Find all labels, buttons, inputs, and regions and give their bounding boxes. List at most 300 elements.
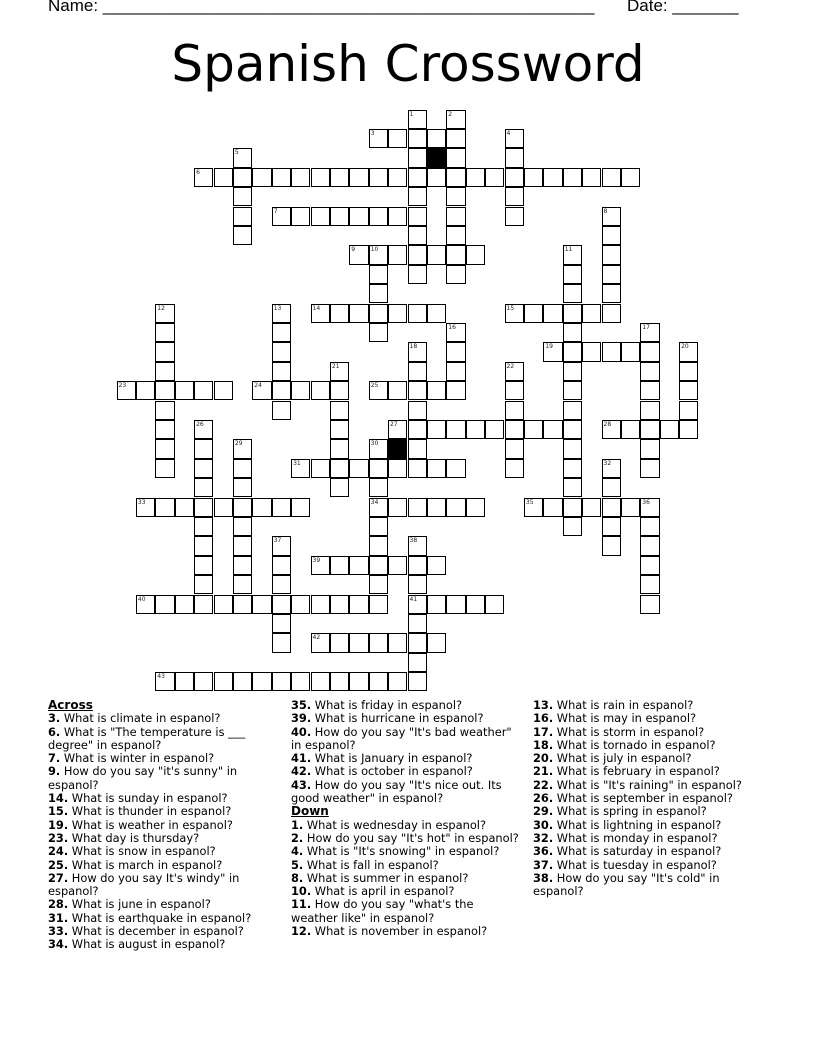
grid-cell[interactable] [155,304,174,323]
grid-cell[interactable] [349,304,368,323]
grid-cell[interactable] [602,459,621,478]
grid-cell[interactable] [194,672,213,691]
grid-cell[interactable] [311,168,330,187]
grid-cell[interactable] [194,556,213,575]
grid-cell[interactable] [117,381,136,400]
grid-cell[interactable] [466,498,485,517]
grid-cell[interactable] [427,633,446,652]
grid-cell[interactable] [369,245,388,264]
grid-cell[interactable] [563,420,582,439]
grid-cell[interactable] [252,381,271,400]
grid-cell[interactable] [291,595,310,614]
grid-cell[interactable] [155,459,174,478]
grid-cell[interactable] [136,498,155,517]
grid-cell[interactable] [272,207,291,226]
grid-cell[interactable] [388,207,407,226]
grid-cell[interactable] [272,323,291,342]
grid-cell[interactable] [640,498,659,517]
grid-cell[interactable] [466,245,485,264]
grid-cell[interactable] [408,381,427,400]
grid-cell[interactable] [214,381,233,400]
grid-cell[interactable] [602,245,621,264]
grid-cell[interactable] [369,207,388,226]
grid-cell[interactable] [311,207,330,226]
grid-cell[interactable] [136,381,155,400]
grid-cell[interactable] [155,439,174,458]
grid-cell[interactable] [349,245,368,264]
grid-cell[interactable] [446,226,465,245]
grid-cell[interactable] [155,420,174,439]
grid-cell[interactable] [505,459,524,478]
grid-cell[interactable] [602,498,621,517]
grid-cell[interactable] [524,168,543,187]
grid-cell[interactable] [408,595,427,614]
grid-cell[interactable] [505,207,524,226]
grid-cell[interactable] [233,556,252,575]
grid-cell[interactable] [388,459,407,478]
grid-cell[interactable] [427,556,446,575]
grid-cell[interactable] [194,381,213,400]
grid-cell[interactable] [369,129,388,148]
grid-cell[interactable] [505,362,524,381]
grid-cell[interactable] [233,226,252,245]
grid-cell[interactable] [602,265,621,284]
grid-cell[interactable] [408,342,427,361]
grid-cell[interactable] [446,110,465,129]
grid-cell[interactable] [369,459,388,478]
grid-cell[interactable] [602,226,621,245]
grid-cell[interactable] [272,362,291,381]
grid-cell[interactable] [388,245,407,264]
grid-cell[interactable] [563,498,582,517]
grid-cell[interactable] [388,168,407,187]
clue-number: 1. [291,817,304,832]
grid-cell[interactable] [272,633,291,652]
grid-cell[interactable] [369,556,388,575]
clue-number: 19. [48,817,69,832]
grid-cell[interactable] [602,284,621,303]
grid-cell[interactable] [563,304,582,323]
grid-cell[interactable] [349,168,368,187]
grid-cell[interactable] [408,168,427,187]
grid-cell[interactable] [233,207,252,226]
grid-cell[interactable] [640,420,659,439]
grid-cell[interactable] [233,672,252,691]
grid-cell[interactable] [563,439,582,458]
grid-cell[interactable] [408,614,427,633]
grid-cell[interactable] [427,245,446,264]
grid-cell[interactable] [272,168,291,187]
grid-cell[interactable] [408,187,427,206]
grid-cell[interactable] [563,323,582,342]
grid-cell[interactable] [252,595,271,614]
grid-cell[interactable] [272,595,291,614]
grid-cell[interactable] [349,633,368,652]
grid-cell[interactable] [660,420,679,439]
grid-cell[interactable] [155,381,174,400]
grid-cell[interactable] [505,304,524,323]
grid-cell[interactable] [369,478,388,497]
grid-cell[interactable] [330,362,349,381]
grid-cell[interactable] [640,342,659,361]
grid-cell[interactable] [563,245,582,264]
grid-cell[interactable] [505,401,524,420]
grid-cell[interactable] [194,517,213,536]
clue-item [291,699,523,712]
grid-cell[interactable] [408,556,427,575]
grid-cell[interactable] [272,672,291,691]
grid-cell[interactable] [446,245,465,264]
grid-cell[interactable] [233,536,252,555]
grid-cell[interactable] [194,536,213,555]
grid-cell[interactable] [524,498,543,517]
grid-cell[interactable] [640,556,659,575]
grid-cell[interactable] [291,672,310,691]
grid-cell[interactable] [369,498,388,517]
grid-cell[interactable] [408,362,427,381]
grid-cell[interactable] [563,284,582,303]
clue-number: 24 [254,382,262,390]
grid-cell[interactable] [621,342,640,361]
clue-item [291,845,523,858]
grid-cell[interactable] [330,595,349,614]
grid-cell[interactable] [505,129,524,148]
grid-cell[interactable] [640,362,659,381]
grid-cell[interactable] [233,575,252,594]
grid-cell[interactable] [446,420,465,439]
grid-cell[interactable] [602,207,621,226]
grid-cell[interactable] [311,381,330,400]
grid-cell[interactable] [369,381,388,400]
grid-cell[interactable] [485,595,504,614]
grid-cell[interactable] [446,459,465,478]
grid-cell[interactable] [408,575,427,594]
grid-cell[interactable] [446,129,465,148]
grid-cell[interactable] [330,478,349,497]
grid-cell[interactable] [427,459,446,478]
grid-cell[interactable] [369,265,388,284]
grid-cell[interactable] [408,420,427,439]
grid-cell[interactable] [427,498,446,517]
grid-cell[interactable] [194,478,213,497]
grid-cell[interactable] [291,459,310,478]
grid-cell[interactable] [349,595,368,614]
grid-cell[interactable] [679,342,698,361]
grid-cell[interactable] [408,110,427,129]
grid-cell[interactable] [291,168,310,187]
grid-cell[interactable] [408,536,427,555]
grid-cell[interactable] [427,420,446,439]
grid-cell[interactable] [272,575,291,594]
grid-cell[interactable] [291,498,310,517]
grid-cell[interactable] [214,498,233,517]
grid-cell[interactable] [563,265,582,284]
grid-cell[interactable] [621,498,640,517]
clue-item [291,765,523,778]
grid-cell[interactable] [446,265,465,284]
grid-cell[interactable] [466,420,485,439]
grid-cell[interactable] [349,672,368,691]
grid-cell[interactable] [408,226,427,245]
grid-cell[interactable] [640,536,659,555]
clue-number: 12 [157,304,165,312]
grid-cell[interactable] [330,556,349,575]
grid-cell[interactable] [563,381,582,400]
grid-cell[interactable] [679,420,698,439]
grid-cell[interactable] [582,304,601,323]
grid-cell[interactable] [214,595,233,614]
grid-cell[interactable] [563,478,582,497]
grid-cell[interactable] [408,207,427,226]
grid-cell[interactable] [233,168,252,187]
grid-cell[interactable] [252,672,271,691]
grid-cell[interactable] [543,420,562,439]
grid-cell[interactable] [233,148,252,167]
grid-cell[interactable] [679,362,698,381]
grid-cell[interactable] [602,517,621,536]
grid-cell[interactable] [369,672,388,691]
grid-cell[interactable] [155,323,174,342]
clue-text: What is "It's snowing" in espanol? [303,844,500,859]
grid-cell[interactable] [155,401,174,420]
grid-cell[interactable] [233,478,252,497]
grid-cell[interactable] [233,187,252,206]
grid-cell[interactable] [408,129,427,148]
grid-cell[interactable] [563,401,582,420]
grid-cell[interactable] [311,556,330,575]
grid-cell[interactable] [252,498,271,517]
grid-cell[interactable] [291,381,310,400]
grid-cell[interactable] [369,168,388,187]
grid-cell[interactable] [427,381,446,400]
grid-cell[interactable] [272,381,291,400]
grid-cell[interactable] [640,439,659,458]
grid-cell[interactable] [446,207,465,226]
grid-cell[interactable] [505,420,524,439]
grid-cell[interactable] [446,381,465,400]
grid-cell[interactable] [640,517,659,536]
grid-cell[interactable] [194,498,213,517]
grid-cell[interactable] [408,401,427,420]
grid-cell[interactable] [446,498,465,517]
grid-cell[interactable] [330,168,349,187]
grid-cell[interactable] [427,595,446,614]
grid-cell[interactable] [369,323,388,342]
grid-cell[interactable] [505,439,524,458]
grid-cell[interactable] [446,168,465,187]
grid-cell[interactable] [582,342,601,361]
grid-cell[interactable] [272,498,291,517]
grid-cell[interactable] [194,439,213,458]
grid-cell[interactable] [388,672,407,691]
grid-cell[interactable] [155,342,174,361]
grid-cell[interactable] [408,148,427,167]
grid-cell[interactable] [369,284,388,303]
grid-cell[interactable] [194,459,213,478]
grid-cell[interactable] [330,459,349,478]
grid-cell[interactable] [388,498,407,517]
grid-cell[interactable] [233,439,252,458]
grid-cell[interactable] [136,595,155,614]
grid-cell[interactable] [408,498,427,517]
grid-cell[interactable] [505,148,524,167]
grid-cell[interactable] [272,304,291,323]
grid-cell[interactable] [272,614,291,633]
grid-cell[interactable] [640,381,659,400]
grid-cell[interactable] [388,633,407,652]
grid-cell[interactable] [155,672,174,691]
grid-cell[interactable] [446,187,465,206]
grid-cell[interactable] [524,304,543,323]
grid-cell[interactable] [408,633,427,652]
grid-cell[interactable] [214,168,233,187]
date-field[interactable]: Date: _______ [627,0,739,15]
grid-cell[interactable] [233,498,252,517]
grid-cell[interactable] [175,498,194,517]
grid-cell[interactable] [233,459,252,478]
grid-cell[interactable] [272,556,291,575]
grid-cell[interactable] [543,498,562,517]
grid-cell[interactable] [194,420,213,439]
grid-cell[interactable] [272,536,291,555]
grid-cell[interactable] [582,498,601,517]
grid-cell[interactable] [291,207,310,226]
grid-cell[interactable] [582,168,601,187]
grid-cell[interactable] [175,381,194,400]
grid-cell[interactable] [408,265,427,284]
grid-cell[interactable] [311,633,330,652]
clue-number: 30. [533,817,554,832]
grid-cell[interactable] [505,381,524,400]
grid-cell[interactable] [679,381,698,400]
grid-cell[interactable] [446,323,465,342]
grid-cell[interactable] [369,633,388,652]
grid-cell[interactable] [602,478,621,497]
grid-cell[interactable] [349,556,368,575]
grid-cell[interactable] [408,653,427,672]
grid-cell[interactable] [408,245,427,264]
grid-cell[interactable] [330,381,349,400]
grid-cell[interactable] [446,595,465,614]
grid-cell[interactable] [543,342,562,361]
grid-cell[interactable] [330,401,349,420]
grid-cell[interactable] [621,420,640,439]
grid-cell[interactable] [155,362,174,381]
grid-cell[interactable] [640,401,659,420]
grid-cell[interactable] [330,207,349,226]
grid-cell[interactable] [194,595,213,614]
grid-cell[interactable] [543,304,562,323]
grid-cell[interactable] [330,420,349,439]
grid-cell[interactable] [369,575,388,594]
grid-cell[interactable] [408,439,427,458]
grid-cell[interactable] [602,420,621,439]
grid-cell[interactable] [640,459,659,478]
grid-cell[interactable] [466,168,485,187]
grid-cell[interactable] [349,207,368,226]
grid-cell[interactable] [563,342,582,361]
clue-number: 36 [642,498,650,506]
grid-cell[interactable] [311,595,330,614]
grid-cell[interactable] [505,187,524,206]
grid-cell[interactable] [446,342,465,361]
grid-cell[interactable] [175,672,194,691]
grid-cell[interactable] [485,168,504,187]
grid-cell[interactable] [388,381,407,400]
grid-cell[interactable] [388,304,407,323]
grid-cell[interactable] [388,556,407,575]
grid-cell[interactable] [427,129,446,148]
grid-cell[interactable] [679,401,698,420]
grid-cell[interactable] [388,129,407,148]
grid-cell[interactable] [349,459,368,478]
grid-cell[interactable] [602,536,621,555]
grid-cell[interactable] [272,401,291,420]
clue-item [48,845,280,858]
grid-cell[interactable] [640,323,659,342]
grid-cell[interactable] [563,168,582,187]
grid-cell[interactable] [640,595,659,614]
grid-cell[interactable] [330,304,349,323]
grid-cell[interactable] [311,459,330,478]
grid-cell[interactable] [311,672,330,691]
grid-cell[interactable] [563,459,582,478]
grid-cell[interactable] [427,304,446,323]
grid-cell[interactable] [408,672,427,691]
grid-cell[interactable] [563,517,582,536]
grid-cell[interactable] [388,420,407,439]
grid-cell[interactable] [252,168,271,187]
grid-cell[interactable] [505,168,524,187]
grid-cell[interactable] [602,342,621,361]
grid-cell[interactable] [524,420,543,439]
grid-cell[interactable] [330,672,349,691]
grid-cell[interactable] [408,304,427,323]
grid-cell[interactable] [446,148,465,167]
grid-cell[interactable] [233,595,252,614]
grid-cell[interactable] [446,362,465,381]
grid-cell[interactable] [272,342,291,361]
grid-cell[interactable] [214,672,233,691]
grid-cell[interactable] [563,362,582,381]
grid-cell[interactable] [311,304,330,323]
grid-cell[interactable] [155,595,174,614]
grid-cell[interactable] [194,575,213,594]
grid-cell[interactable] [233,517,252,536]
grid-cell[interactable] [369,439,388,458]
grid-cell[interactable] [369,304,388,323]
grid-cell[interactable] [194,168,213,187]
grid-cell[interactable] [408,459,427,478]
clue-heading: Across [48,698,93,712]
grid-cell[interactable] [602,168,621,187]
grid-cell[interactable] [155,498,174,517]
grid-cell[interactable] [466,595,485,614]
grid-cell[interactable] [369,536,388,555]
grid-cell[interactable] [602,304,621,323]
grid-cell[interactable] [485,420,504,439]
grid-cell[interactable] [640,575,659,594]
grid-cell[interactable] [175,595,194,614]
grid-cell[interactable] [369,595,388,614]
grid-cell[interactable] [330,633,349,652]
name-field[interactable]: Name: ____________________________________________________ [48,0,595,15]
grid-cell[interactable] [369,517,388,536]
grid-cell[interactable] [621,168,640,187]
grid-cell[interactable] [543,168,562,187]
grid-cell[interactable] [427,168,446,187]
grid-cell[interactable] [330,439,349,458]
